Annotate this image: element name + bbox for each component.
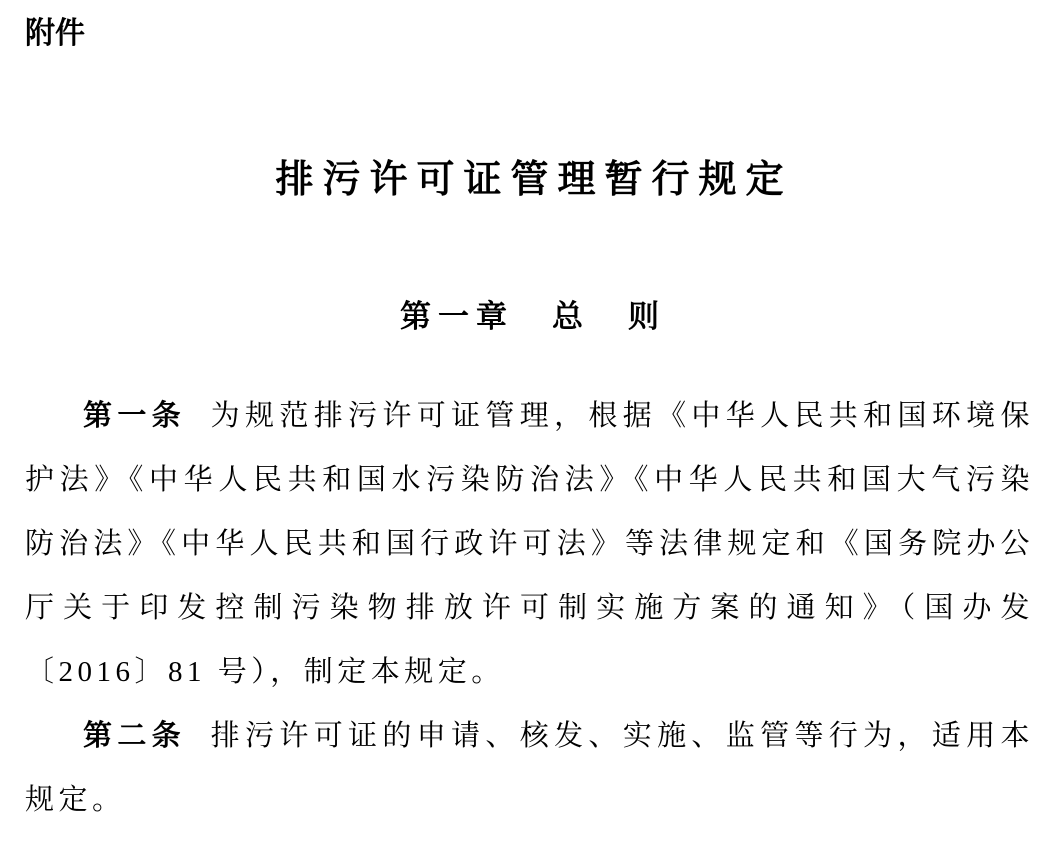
article-2-label: 第二条 xyxy=(83,720,187,752)
chapter-heading: 第一章 总 则 xyxy=(400,299,666,334)
article-1-text: 为规范排污许可证管理，根据《中华人民共和国环境保护法》《中华人民共和国水污染防治法》《中华人民共和国大气污染防治法》《中华人民共和国行政许可法》等法律规定和《国务院办公厅关于印发控制污染物排放许可制实施方案的通知》（国办发〔2016〕81 号），制定本规定。 xyxy=(25,400,1034,688)
attachment-label: 附件 xyxy=(25,17,85,50)
article-2 xyxy=(25,704,1034,832)
article-1-label: 第一条 xyxy=(83,400,187,432)
document-title: 排污许可证管理暂行规定 xyxy=(275,159,793,201)
article-2-text: 排污许可证的申请、核发、实施、监管等行为，适用本规定。 xyxy=(25,720,1034,816)
article-1 xyxy=(25,384,1034,704)
document-body xyxy=(25,384,1034,832)
